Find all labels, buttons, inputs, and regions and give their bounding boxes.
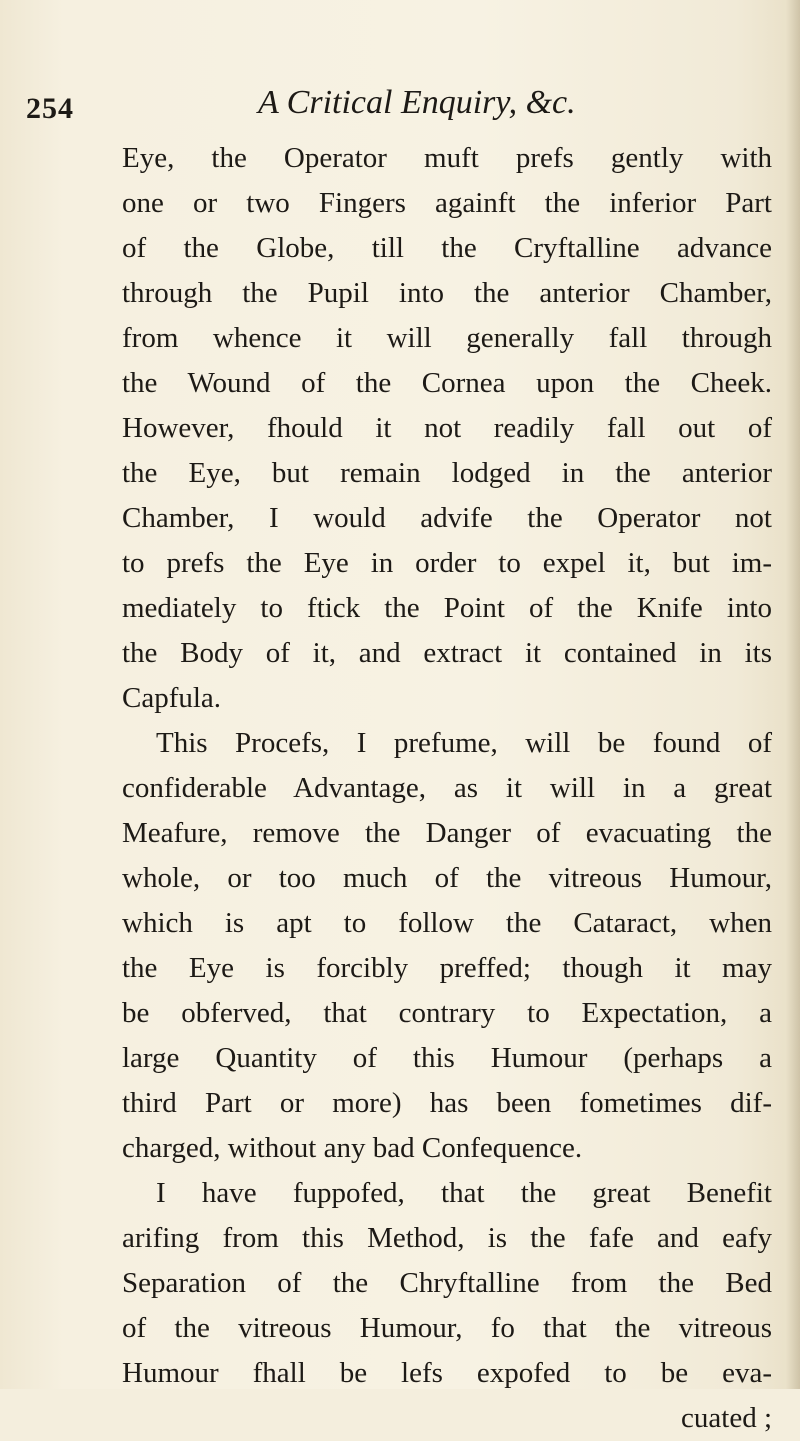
text-line: the Eye, but remain lodged in the anterior bbox=[122, 457, 772, 489]
body-text bbox=[122, 136, 772, 1441]
text-line: of the vitreous Humour, fo that the vitreous bbox=[122, 1312, 772, 1344]
text-line: which is apt to follow the Cataract, when bbox=[122, 907, 772, 939]
text-line: to prefs the Eye in order to expel it, but im- bbox=[122, 547, 772, 579]
text-line: Chamber, I would advife the Operator not bbox=[122, 502, 772, 534]
text-line: Meafure, remove the Danger of evacuating the bbox=[122, 817, 772, 849]
text-line: be obferved, that contrary to Expectation, a bbox=[122, 997, 772, 1029]
text-line: mediately to ftick the Point of the Knife into bbox=[122, 592, 772, 624]
text-line: the Eye is forcibly preffed; though it may bbox=[122, 952, 772, 984]
paragraph-end-line: charged, without any bad Confequence. bbox=[122, 1132, 583, 1164]
text-line: third Part or more) has been fometimes dif- bbox=[122, 1087, 772, 1119]
text-line: the Body of it, and extract it contained in its bbox=[122, 637, 772, 669]
text-line: arifing from this Method, is the fafe and eafy bbox=[122, 1222, 772, 1254]
text-line: one or two Fingers againft the inferior Part bbox=[122, 187, 772, 219]
paragraph-start-line: This Procefs, I prefume, will be found of bbox=[156, 727, 772, 759]
paragraph-start-line: I have fuppofed, that the great Benefit bbox=[156, 1177, 772, 1209]
text-line: the Wound of the Cornea upon the Cheek. bbox=[122, 367, 772, 399]
text-line: However, fhould it not readily fall out of bbox=[122, 412, 772, 444]
text-line: whole, or too much of the vitreous Humour, bbox=[122, 862, 772, 894]
catchword-line: cuated ; bbox=[681, 1402, 772, 1434]
text-line: of the Globe, till the Cryftalline advance bbox=[122, 232, 772, 264]
running-head: A Critical Enquiry, &c. bbox=[258, 84, 576, 121]
paragraph-end-line: Capfula. bbox=[122, 682, 222, 714]
text-line: from whence it will generally fall through bbox=[122, 322, 772, 354]
text-line: Separation of the Chryftalline from the Bed bbox=[122, 1267, 772, 1299]
text-line: large Quantity of this Humour (perhaps a bbox=[122, 1042, 772, 1074]
text-line: confiderable Advantage, as it will in a great bbox=[122, 772, 772, 804]
page-number: 254 bbox=[26, 92, 74, 125]
text-line: Eye, the Operator muft prefs gently with bbox=[122, 142, 772, 174]
page-edge-shadow bbox=[786, 0, 800, 1389]
text-line: Humour fhall be lefs expofed to be eva- bbox=[122, 1357, 772, 1389]
text-line: through the Pupil into the anterior Chamber, bbox=[122, 277, 772, 309]
